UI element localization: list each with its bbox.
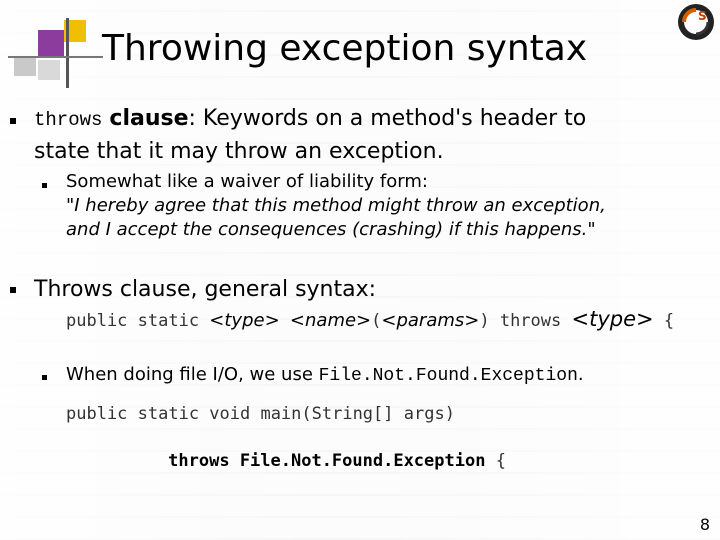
bullet-2: Throws clause, general syntax: — [34, 277, 377, 302]
decorative-squares — [8, 18, 98, 88]
throws-keyword: throws — [34, 109, 103, 131]
bullet-marker — [10, 287, 16, 293]
syntax-brace: { — [653, 311, 675, 331]
vertical-line — [66, 18, 69, 88]
bullet-marker — [10, 118, 16, 124]
gray-square — [38, 60, 60, 80]
purple-square — [38, 30, 64, 56]
slide-title: Throwing exception syntax — [102, 28, 588, 69]
sub-bullet-1-line3: and I accept the consequences (crashing) if this happens." — [66, 219, 596, 240]
syntax-public-static: public static — [66, 311, 210, 331]
bullet-1-line1: : Keywords on a method's header to — [188, 106, 587, 131]
svg-text:S: S — [698, 9, 707, 23]
syntax-throws: ) throws — [479, 311, 572, 331]
syntax-line — [66, 307, 674, 331]
sub-bullet-marker — [42, 183, 47, 188]
clause-term: clause — [109, 106, 189, 131]
sub-bullet-2-text: When doing file I/O, we use — [66, 364, 319, 385]
sub-bullet-marker — [42, 375, 47, 380]
example-code-line2 — [158, 432, 506, 471]
bullet-1 — [34, 103, 694, 168]
gray-square — [14, 58, 36, 76]
syntax-type: <type> — [209, 310, 280, 331]
sub-bullet-1 — [66, 170, 706, 242]
file-not-found-code: File.Not.Found.Exception — [318, 366, 578, 386]
sub-bullet-1-line2: "I hereby agree that this method might throw an exception, — [66, 195, 606, 216]
sub-bullet-2-end: . — [577, 364, 584, 385]
syntax-open-paren: ( — [371, 311, 382, 331]
syntax-type-2: <type> — [571, 307, 654, 331]
page-number: 8 — [699, 515, 710, 534]
sub-bullet-2 — [66, 363, 584, 388]
example-brace: { — [485, 451, 506, 471]
syntax-space — [280, 311, 290, 331]
example-throws-bold: throws File.Not.Found.Exception — [168, 451, 486, 471]
bullet-1-line2: state that it may throw an exception. — [34, 139, 444, 164]
syntax-name: <name> — [289, 310, 372, 331]
university-logo-icon — [676, 2, 716, 42]
horizontal-line — [8, 56, 103, 58]
sub-bullet-1-line1: Somewhat like a waiver of liability form: — [66, 171, 428, 192]
example-code-line1: public static void main(String[] args) — [66, 404, 455, 424]
syntax-params: <params> — [381, 310, 480, 331]
